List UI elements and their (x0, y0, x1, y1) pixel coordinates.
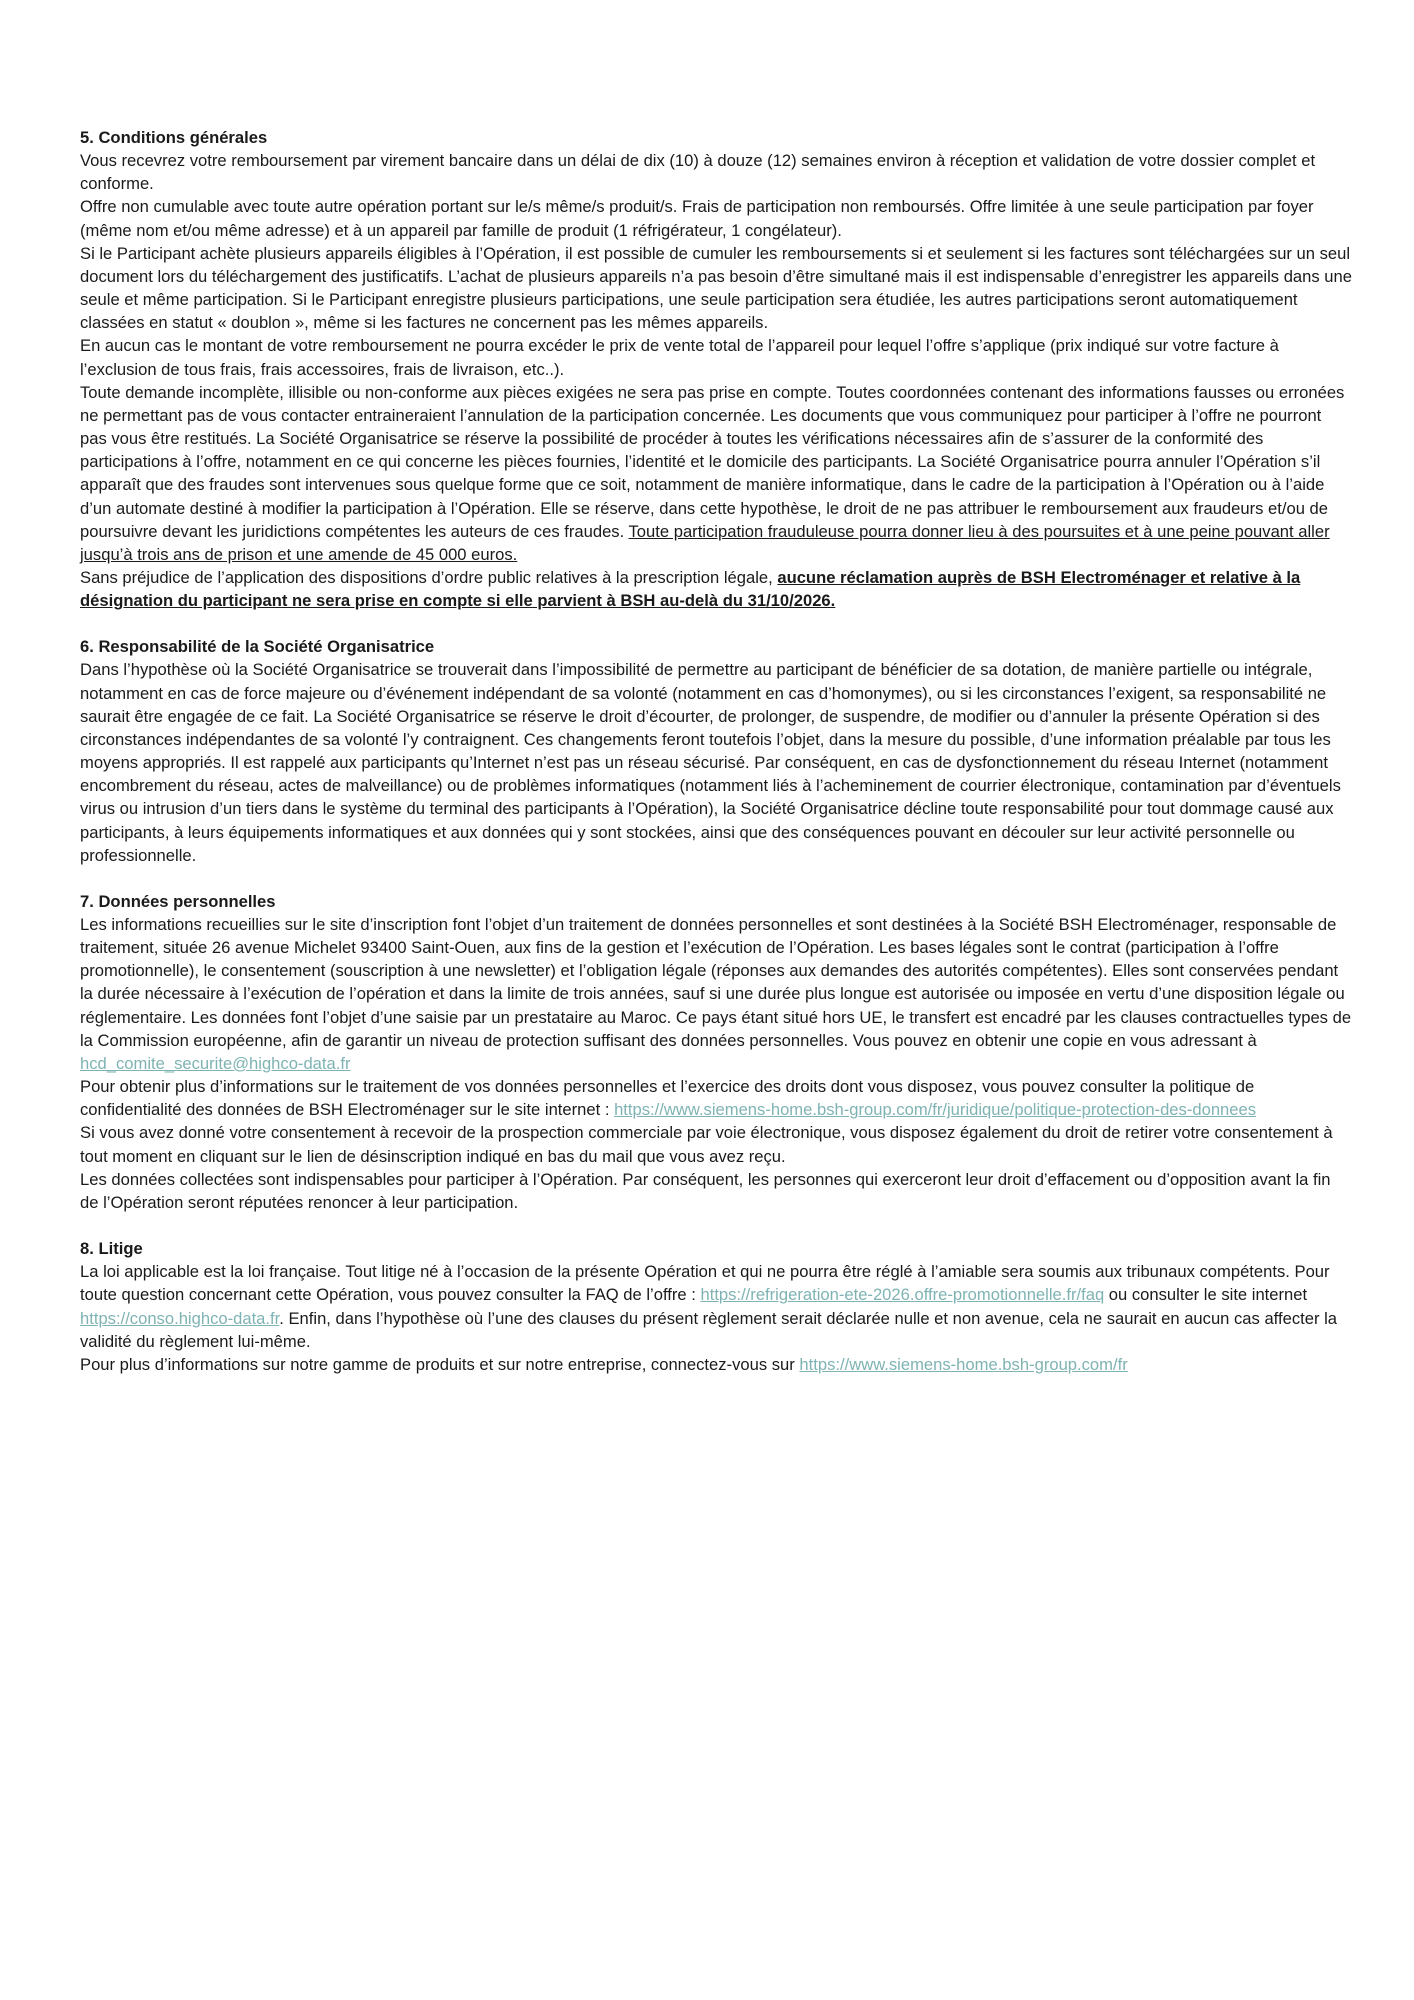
section-title-7: 7. Données personnelles (80, 891, 276, 911)
email-link[interactable]: hcd_comite_securite@highco-data.fr (80, 1053, 351, 1073)
privacy-policy-link[interactable]: https://www.siemens-home.bsh-group.com/fr/juridique/politique-protection-des-donnees (614, 1100, 1257, 1120)
politique-text: Pour obtenir plus d’informations sur le traitement de vos données personnelles et l’exercice des droits dont vous disposez, vous pouvez consulter la politique de confidentialité des données de BSH Electroménager sur le site internet : (80, 1077, 1255, 1120)
section-donnees-personnelles (80, 890, 1352, 1214)
paragraph-fraudes-text: Toute demande incomplète, illisible ou non-conforme aux pièces exigées ne sera pas prise en compte. Toutes coordonnées contenant des informations fausses ou erronées ne permettant pas de vous contacter entraineraient l’annulation de la participation concernée. Les documents que vous communiquez pour participer à l’offre ne pourront pas vous être restitués. La Société Organisatrice se réserve la possibilité de procéder à toutes les vérifications nécessaires afin de s’assurer de la conformité des participations à l’offre, notamment en ce qui concerne les pièces fournies, l’identité et le domicile des participants. La Société Organisatrice pourra annuler l’Opération s’il apparaît que des fraudes sont intervenues sous quelque forme que ce soit, notamment de manière informatique, dans le cadre de la participation à l’Opération ou à l’aide d’un automate destiné à modifier la participation à l’Opération. Elle se réserve, dans cette hypothèse, le droit de ne pas attribuer le remboursement aux fraudeurs et/ou de poursuivre devant les juridictions compétentes les auteurs de ces fraudes. (80, 382, 1345, 541)
paragraph-loi-applicable (80, 1260, 1352, 1353)
paragraph-demande-incomplete (80, 381, 1352, 566)
reclamation-deadline: aucune réclamation auprès de BSH Electroménager et relative à la désignation du participant ne sera prise en compte si elle parvient à BSH au-delà du 31/10/2026. (80, 567, 1301, 611)
section-title-8: 8. Litige (80, 1239, 143, 1259)
section-responsabilite (80, 635, 1352, 867)
loi-applicable-text-2: ou consulter le site internet (1104, 1285, 1308, 1305)
conso-link[interactable]: https://conso.highco-data.fr (80, 1308, 280, 1328)
loi-applicable-text-3: . Enfin, dans l’hypothèse où l’une des clauses du présent règlement serait déclarée nulle et non avenue, cela ne saurait en aucun cas affecter la validité du règlement lui-même. (80, 1308, 1338, 1351)
siemens-site-link[interactable]: https://www.siemens-home.bsh-group.com/fr (799, 1354, 1128, 1374)
plus-informations-text: Pour plus d’informations sur notre gamme de produits et sur notre entreprise, connectez-vous sur (80, 1354, 800, 1374)
fraud-warning: Toute participation frauduleuse pourra donner lieu à des poursuites et à une peine pouvant aller jusqu’à trois ans de prison et une amende de 45 000 euros. (80, 521, 1330, 564)
section-litige (80, 1237, 1352, 1376)
paragraph-responsabilite: Dans l’hypothèse où la Société Organisatrice se trouverait dans l’impossibilité de permettre au participant de bénéficier de sa dotation, de manière partielle ou intégrale, notamment en cas de force majeure ou d’événement indépendant de sa volonté (notamment en cas d’homonymes), ou si les circonstances l’exigent, sa responsabilité ne saurait être engagée de ce fait. La Société Organisatrice se réserve le droit d’écourter, de prolonger, de suspendre, de modifier ou d’annuler la présente Opération si des circonstances indépendantes de sa volonté l’y contraignent. Ces changements feront toutefois l’objet, dans la mesure du possible, d’une information préalable par tous les moyens appropriés. Il est rappelé aux participants qu’Internet n’est pas un réseau sécurisé. Par conséquent, en cas de dysfonctionnement du réseau Internet (notamment encombrement du réseau, actes de malveillance) ou de problèmes informatiques (notamment liés à l’acheminement de courrier électronique, contamination par d’éventuels virus ou intrusion d’un tiers dans le système du terminal des participants à l’Opération), la Société Organisatrice décline toute responsabilité pour tout dommage causé aux participants, à leurs équipements informatiques et aux données qui y sont stockées, ainsi que des conséquences pouvant en découler sur leur activité personnelle ou professionnelle. (80, 660, 1341, 865)
faq-link[interactable]: https://refrigeration-ete-2026.offre-promotionnelle.fr/faq (700, 1285, 1105, 1305)
terms-document (80, 126, 1352, 1399)
paragraph-offre-non-cumulable: Offre non cumulable avec toute autre opération portant sur le/s même/s produit/s. Frais de participation non remboursés. Offre limitée à une seule participation par foyer (même nom et/ou même adresse) et à un appareil par famille de produit (1 réfrigérateur, 1 congélateur). (80, 197, 1314, 240)
paragraph-donnees-indispensables: Les données collectées sont indispensables pour participer à l’Opération. Par conséquent, les personnes qui exerceront leur droit d’effacement ou d’opposition avant la fin de l’Opération seront réputées renoncer à leur participation. (80, 1169, 1331, 1212)
section-title-5: 5. Conditions générales (80, 128, 268, 147)
paragraph-plusieurs-appareils: Si le Participant achète plusieurs appareils éligibles à l’Opération, il est possible de cumuler les remboursements si et seulement si les factures sont téléchargées sur un seul document lors du téléchargement des justificatifs. L’achat de plusieurs appareils n’a pas besoin d’être simultané mais il est indispensable d’enregistrer les appareils dans une seule et même participation. Si le Participant enregistre plusieurs participations, une seule participation sera étudiée, les autres participations seront automatiquement classées en statut « doublon », même si les factures ne concernent pas les mêmes appareils. (80, 243, 1352, 333)
paragraph-plus-informations (80, 1353, 1352, 1376)
prescription-text: Sans préjudice de l’application des dispositions d’ordre public relatives à la prescription légale, (80, 567, 778, 587)
paragraph-remboursement-delai: Vous recevrez votre remboursement par virement bancaire dans un délai de dix (10) à douze (12) semaines environ à réception et validation de votre dossier complet et conforme. (80, 151, 1316, 194)
section-conditions-generales (80, 126, 1352, 612)
paragraph-prescription (80, 566, 1352, 612)
paragraph-consentement: Si vous avez donné votre consentement à recevoir de la prospection commerciale par voie électronique, vous disposez également du droit de retirer votre consentement à tout moment en cliquant sur le lien de désinscription indiqué en bas du mail que vous avez reçu. (80, 1123, 1333, 1166)
paragraph-politique-confidentialite (80, 1075, 1352, 1121)
traitement-donnees-text: Les informations recueillies sur le site d’inscription font l’objet d’un traitement de données personnelles et sont destinées à la Société BSH Electroménager, responsable de traitement, située 26 avenue Michelet 93400 Saint-Ouen, aux fins de la gestion et l’exécution de l’Opération. Les bases légales sont le contrat (participation à l’offre promotionnelle), le consentement (souscription à une newsletter) et l’obligation légale (réponses aux demandes des autorités compétentes). Elles sont conservées pendant la durée nécessaire à l’exécution de l’opération et dans la limite de trois années, sauf si une durée plus longue est autorisée ou imposée en vertu d’une disposition légale ou réglementaire. Les données font l’objet d’une saisie par un prestataire au Maroc. Ce pays étant situé hors UE, le transfert est encadré par les clauses contractuelles types de la Commission européenne, afin de garantir un niveau de protection suffisant des données personnelles. Vous pouvez en obtenir une copie en vous adressant à (80, 915, 1352, 1050)
section-title-6: 6. Responsabilité de la Société Organisatrice (80, 637, 435, 657)
loi-applicable-text: La loi applicable est la loi française. Tout litige né à l’occasion de la présente Opération et qui ne pourra être réglé à l’amiable sera soumis aux tribunaux compétents. Pour toute question concernant cette Opération, vous pouvez consulter la FAQ de l’offre : (80, 1262, 1330, 1305)
paragraph-traitement-donnees (80, 913, 1352, 1075)
paragraph-montant-remboursement: En aucun cas le montant de votre remboursement ne pourra excéder le prix de vente total de l’appareil pour lequel l’offre s’applique (prix indiqué sur votre facture à l’exclusion de tous frais, frais accessoires, frais de livraison, etc..). (80, 336, 1279, 379)
